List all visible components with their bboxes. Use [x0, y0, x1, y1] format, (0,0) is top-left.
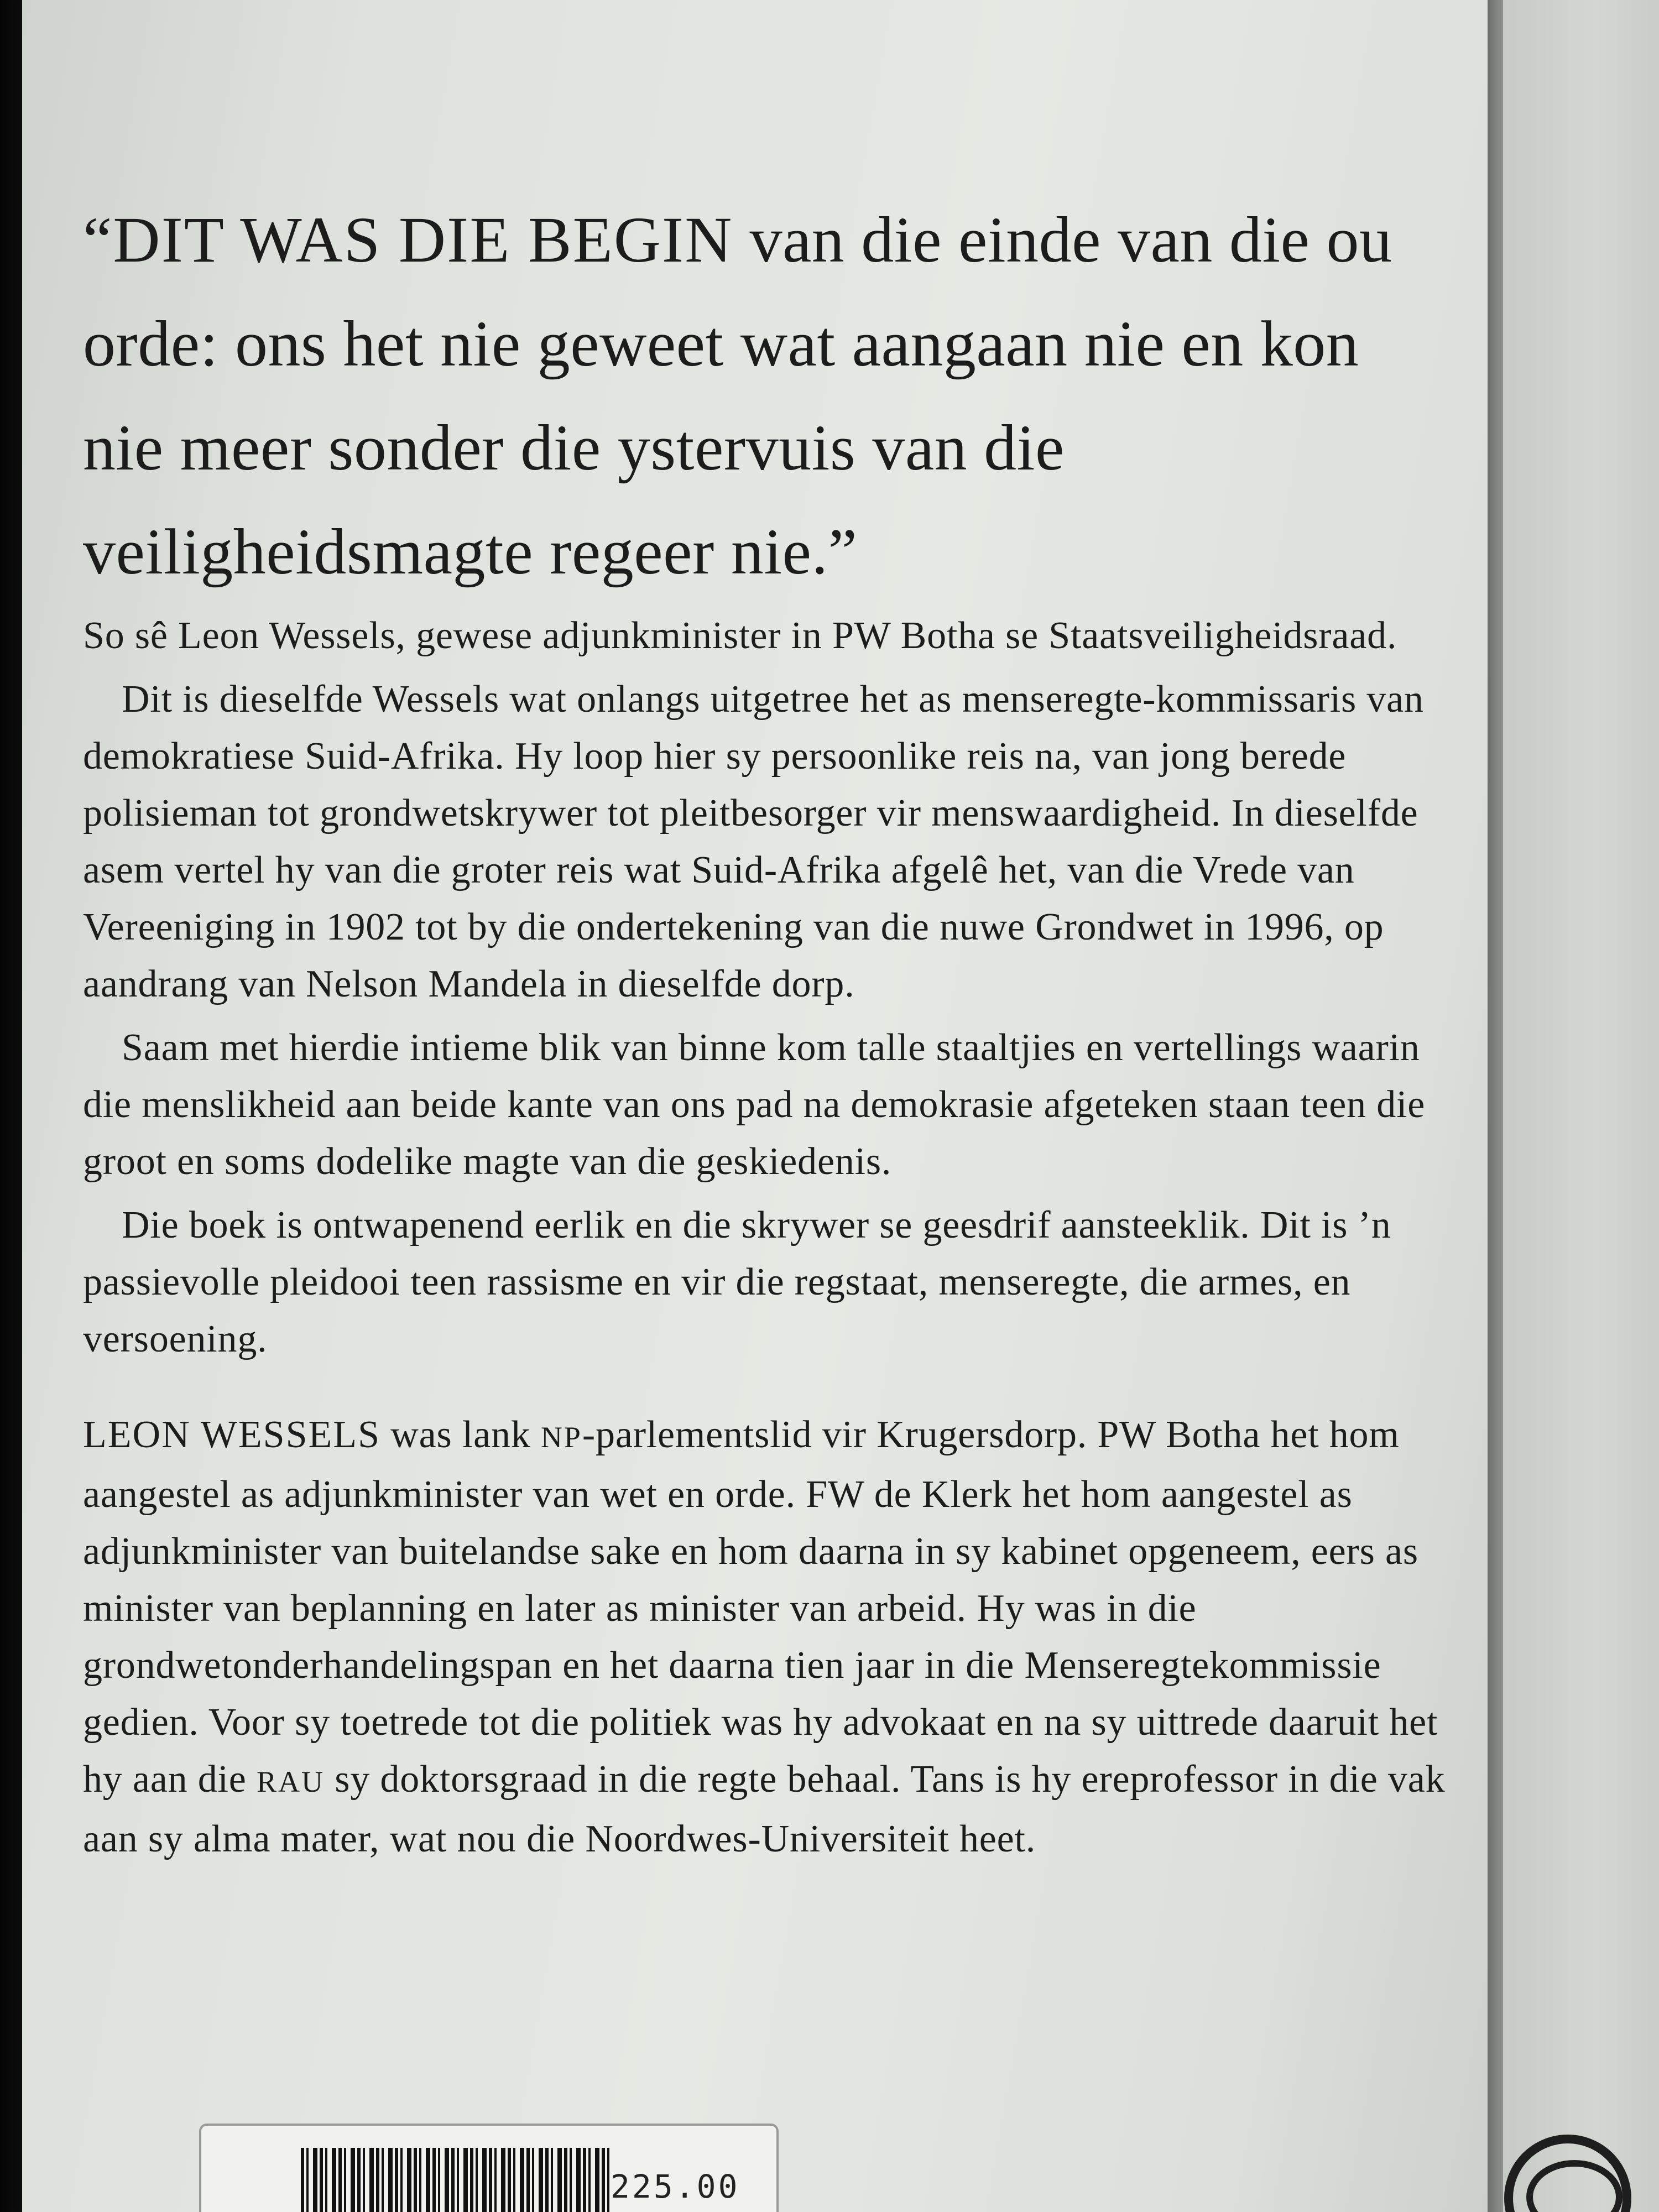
quote-rest: van die einde van die ou orde: ons het nie geweet wat aangaan nie en kon nie meer sonder die ystervuis van die veiligheidsmagte regeer nie.”	[83, 204, 1392, 588]
author-name: LEON WESSELS	[83, 1413, 380, 1456]
cover-edge-rule	[1488, 0, 1503, 2212]
blurb-text-block	[83, 188, 1454, 1906]
bio-text-2: -parlementslid vir Krugersdorp. PW Botha het hom aangestel as adjunkminister van wet en orde. FW de Klerk het hom aangestel as adjunkminister van buitelandse sake en hom daarna in sy kabinet opgeneem, eers as minister van beplanning en later as minister van arbeid. Hy was in die grondwetonderhandelingspan en het daarna tien jaar in die Menseregtekommissie gedien. Voor sy toetrede tot die politiek was hy advokaat en na sy uittrede daaruit het hy aan die	[83, 1413, 1438, 1801]
blurb-paragraph-1: Dit is dieselfde Wessels wat onlangs uitgetree het as menseregte-kommissaris van demokratiese Suid-Afrika. Hy loop hier sy persoonlike reis na, van jong berede polisieman tot grondwetskrywer tot pleitbesorger vir menswaardigheid. In dieselfde asem vertel hy van die groter reis wat Suid-Afrika afgelê het, van die Vrede van Vereeniging in 1902 tot by die ondertekening van die nuwe Grondwet in 1996, op aandrang van Nelson Mandela in dieselfde dorp.	[83, 678, 1424, 1005]
barcode-icon	[301, 2148, 611, 2212]
blurb-paragraph-2: Saam met hierdie intieme blik van binne kom talle staaltjies en vertellings waarin die menslikheid aan beide kante van ons pad na demokrasie afgeteken staan teen die groot en soms dodelike magte van die geskiedenis.	[83, 1026, 1426, 1183]
opening-quote	[83, 188, 1454, 604]
quote-lead: “DIT WAS DIE BEGIN	[83, 204, 733, 276]
bio-text-3: sy doktorsgraad in die regte behaal. Tans is hy ereprofessor in die vak aan sy alma mater, wat nou die Noordwes-Universiteit heet.	[83, 1758, 1446, 1860]
adjacent-book-edge	[1503, 0, 1659, 2212]
bio-text-1: was lank	[380, 1413, 541, 1456]
party-abbr: NP	[540, 1421, 582, 1454]
blurb-paragraph-3: Die boek is ontwapenend eerlik en die skrywer se geesdrif aansteeklik. Dit is ’n passievolle pleidooi teen rassisme en vir die regstaat, menseregte, die armes, en versoening.	[83, 1204, 1391, 1360]
author-bio	[83, 1406, 1454, 1867]
attribution-paragraph: So sê Leon Wessels, gewese adjunkminister in PW Botha se Staatsveiligheidsraad.	[83, 614, 1397, 657]
university-abbr: RAU	[256, 1765, 325, 1798]
price-sticker	[199, 2124, 779, 2212]
price-label: 225.00	[611, 2168, 740, 2205]
